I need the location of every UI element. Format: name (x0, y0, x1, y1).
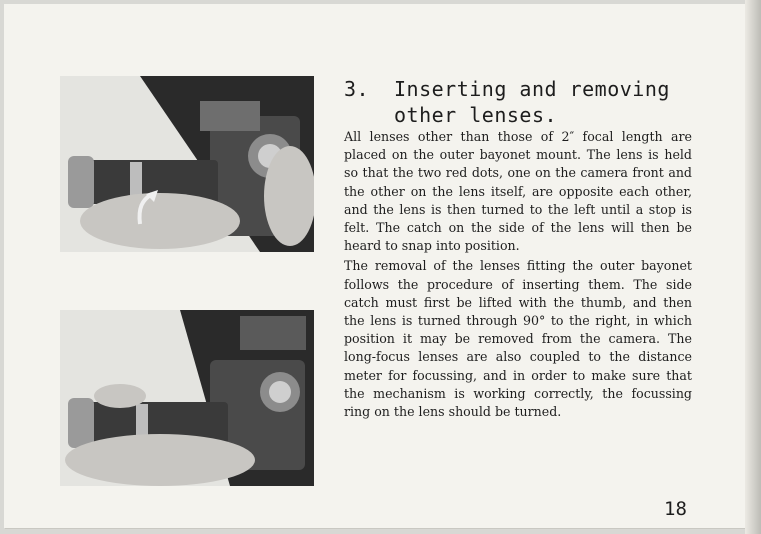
page-edge (745, 0, 761, 534)
paragraph-removing: The removal of the lenses fitting the outer bayonet follows the procedure of inserting them. The side catch must first be lifted with the thumb, and then the lens is turned through 90° to the right, in which position it may be removed from the camera. The long-focus lenses are also coupled to the distance meter for focussing, and in order to make sure that the mechanism is working correctly, the focussing ring on the lens should be turned. (344, 258, 692, 420)
camera-lens-illustration-top (60, 76, 314, 252)
manual-page (4, 4, 746, 528)
photo-removing-lens (60, 310, 314, 486)
photo-inserting-lens (60, 76, 314, 252)
page-number: 18 (664, 498, 687, 520)
paragraph-inserting: All lenses other than those of 2″ focal length are placed on the outer bayonet mount. The lens is held so that the two red dots, one on the camera front and the other on the lens itself, are opposite each other, and the lens is then turned to the left until a stop is felt. The catch on the side of the lens will then be heard to snap into position. (344, 129, 692, 254)
section-number: 3. (344, 77, 370, 101)
camera-lens-illustration-bottom (60, 310, 314, 486)
section-heading (344, 76, 704, 128)
body-text (344, 128, 692, 423)
section-title-line1: Inserting and removing (394, 77, 670, 101)
section-title-line2: other lenses. (394, 103, 558, 127)
